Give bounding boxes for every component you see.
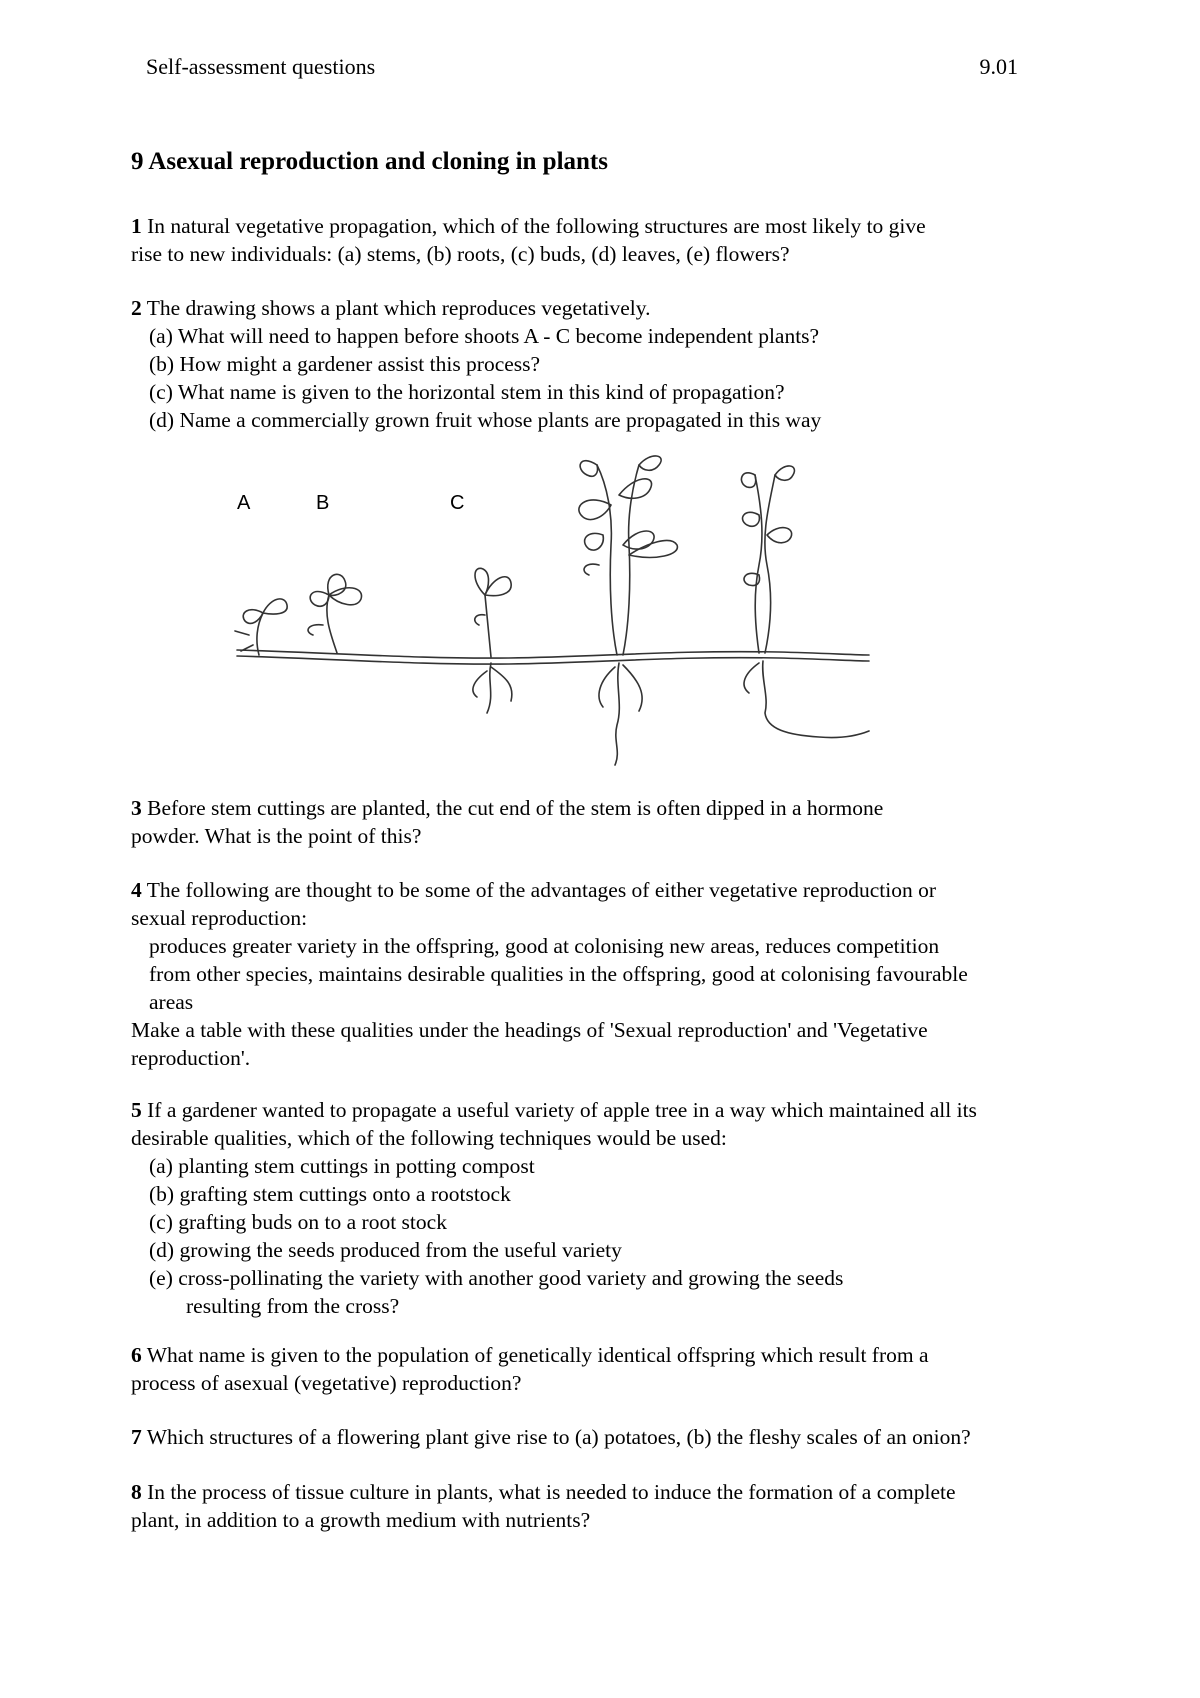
question-2 [131, 294, 1091, 434]
runner-plant-figure [219, 445, 891, 775]
page-number: 9.01 [979, 54, 1018, 79]
question-6 [131, 1341, 1091, 1397]
question-text: Which structures of a flowering plant give rise to (a) potatoes, (b) the fleshy scales of an onion? [146, 1425, 971, 1449]
question-text: The drawing shows a plant which reproduces vegetatively. [146, 296, 651, 320]
question-text: Before stem cuttings are planted, the cut end of the stem is often dipped in a hormone [147, 796, 884, 820]
question-option: (b) grafting stem cuttings onto a rootstock [149, 1182, 511, 1206]
question-5 [131, 1096, 1091, 1320]
question-instruction: Make a table with these qualities under the headings of 'Sexual reproduction' and 'Vegetative [131, 1018, 928, 1042]
question-8 [131, 1478, 1091, 1534]
running-header [146, 54, 1018, 80]
question-text: What name is given to the population of genetically identical offspring which result from a [146, 1343, 929, 1367]
question-number: 3 [131, 796, 142, 820]
question-number: 2 [131, 296, 142, 320]
advantages-list-line: from other species, maintains desirable qualities in the offspring, good at colonising favourable [149, 962, 968, 986]
advantages-list-line: areas [149, 990, 194, 1014]
question-part: (b) How might a gardener assist this process? [149, 352, 541, 376]
question-text-cont: powder. What is the point of this? [131, 824, 422, 848]
question-number: 5 [131, 1098, 142, 1122]
question-part: (c) What name is given to the horizontal stem in this kind of propagation? [149, 380, 785, 404]
question-7 [131, 1423, 1091, 1451]
question-1 [131, 212, 1091, 268]
advantages-list-line: produces greater variety in the offspring, good at colonising new areas, reduces competition [149, 934, 940, 958]
question-part: (a) What will need to happen before shoots A - C become independent plants? [149, 324, 820, 348]
question-number: 7 [131, 1425, 142, 1449]
question-3 [131, 794, 1091, 850]
question-text: The following are thought to be some of the advantages of either vegetative reproduction or [146, 878, 937, 902]
figure-label-b: B [316, 492, 330, 514]
question-text: In the process of tissue culture in plants, what is needed to induce the formation of a complete [147, 1480, 956, 1504]
question-number: 6 [131, 1343, 142, 1367]
figure-label-c: C [450, 492, 465, 514]
question-part: (d) Name a commercially grown fruit whose plants are propagated in this way [149, 408, 822, 432]
question-text: If a gardener wanted to propagate a useful variety of apple tree in a way which maintained all its [147, 1098, 977, 1122]
figure-label-a: A [237, 492, 251, 514]
question-option: (d) growing the seeds produced from the useful variety [149, 1238, 622, 1262]
question-option-cont: resulting from the cross? [186, 1294, 400, 1318]
question-text-cont: rise to new individuals: (a) stems, (b) roots, (c) buds, (d) leaves, (e) flowers? [131, 242, 790, 266]
question-text: In natural vegetative propagation, which of the following structures are most likely to give [147, 214, 926, 238]
question-option: (e) cross-pollinating the variety with another good variety and growing the seeds [149, 1266, 844, 1290]
runner-plant-drawing [219, 445, 891, 775]
header-left: Self-assessment questions [146, 54, 376, 79]
question-text-cont: process of asexual (vegetative) reproduction? [131, 1371, 522, 1395]
question-option: (c) grafting buds on to a root stock [149, 1210, 447, 1234]
question-number: 1 [131, 214, 142, 238]
question-text-cont: plant, in addition to a growth medium with nutrients? [131, 1508, 591, 1532]
question-option: (a) planting stem cuttings in potting compost [149, 1154, 535, 1178]
question-4 [131, 876, 1091, 1072]
question-instruction: reproduction'. [131, 1046, 251, 1070]
question-text-cont: sexual reproduction: [131, 906, 308, 930]
question-number: 4 [131, 878, 142, 902]
question-text-cont: desirable qualities, which of the following techniques would be used: [131, 1126, 727, 1150]
page-title: 9 Asexual reproduction and cloning in plants [131, 148, 608, 175]
question-number: 8 [131, 1480, 142, 1504]
